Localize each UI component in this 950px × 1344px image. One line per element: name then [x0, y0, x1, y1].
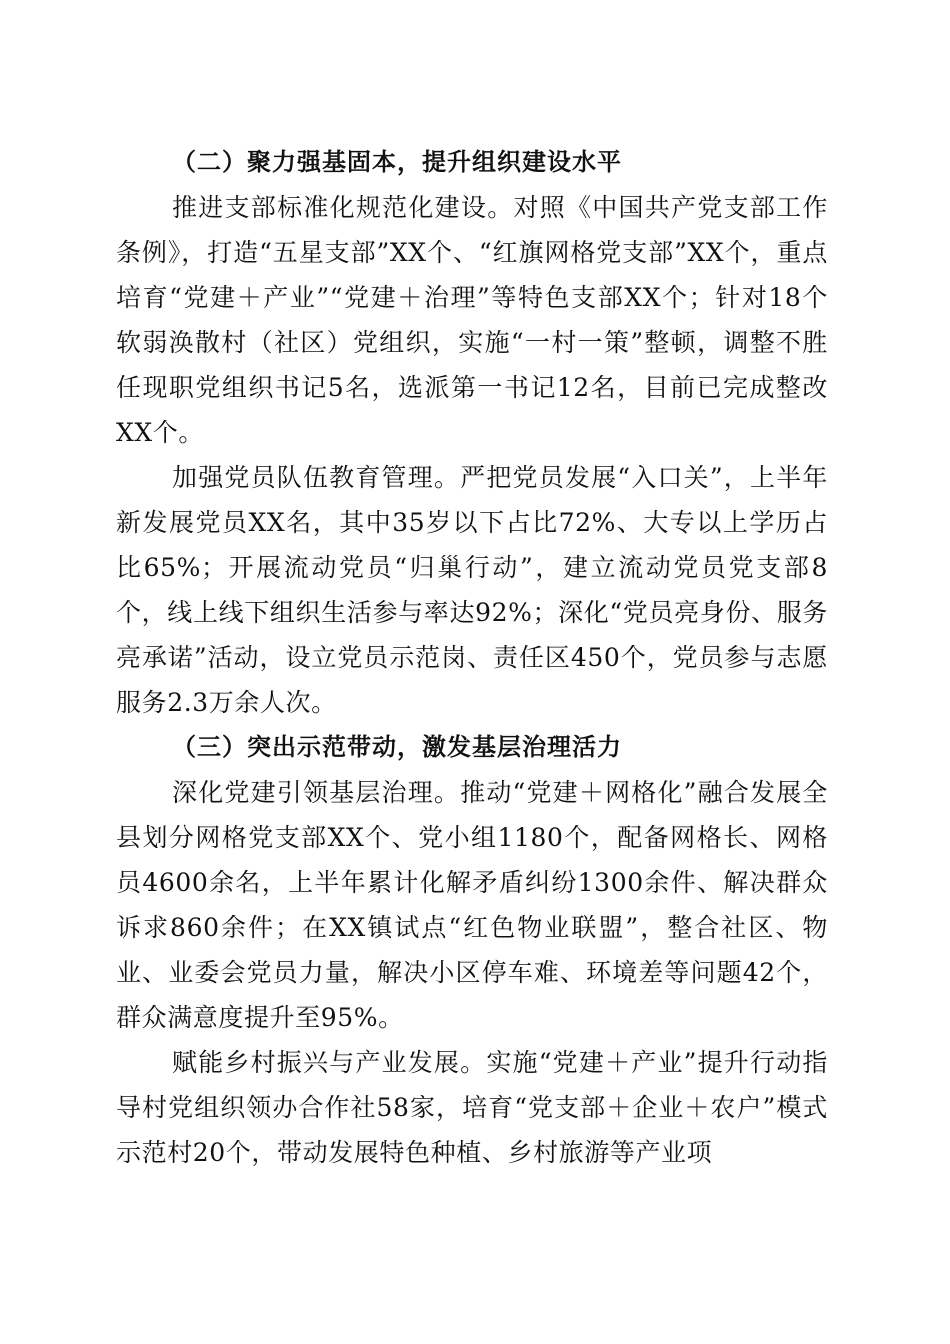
paragraph-rural-revitalization: 赋能乡村振兴与产业发展。实施“党建＋产业”提升行动指导村党组织领办合作社58家，培育“党支部＋企业＋农户”模式示范村20个，带动发展特色种植、乡村旅游等产业项: [116, 1048, 828, 1167]
paragraph-grassroots-governance: 深化党建引领基层治理。推动“党建＋网格化”融合发展全县划分网格党支部XX个、党小组1180个，配备网格长、网格员4600余名，上半年累计化解矛盾纠纷1300余件、解决群众诉求860余件；在XX镇试点“红色物业联盟”，整合社区、物业、业委会党员力量，解决小区停车难、环境差等问题42个，群众满意度提升至95%。: [116, 778, 828, 1032]
section-heading-2: （二）聚力强基固本，提升组织建设水平: [172, 148, 622, 176]
paragraph-standardization: 推进支部标准化规范化建设。对照《中国共产党支部工作条例》，打造“五星支部”XX个、“红旗网格党支部”XX个，重点培育“党建＋产业”“党建＋治理”等特色支部XX个；针对18个软弱涣散村（社区）党组织，实施“一村一策”整顿，调整不胜任现职党组织书记5名，选派第一书记12名，目前已完成整改XX个。: [116, 193, 828, 447]
document-body: [116, 140, 828, 1175]
paragraph-party-member-management: 加强党员队伍教育管理。严把党员发展“入口关”，上半年新发展党员XX名，其中35岁以下占比72%、大专以上学历占比65%；开展流动党员“归巢行动”，建立流动党员党支部8个，线上线下组织生活参与率达92%；深化“党员亮身份、服务亮承诺”活动，设立党员示范岗、责任区450个，党员参与志愿服务2.3万余人次。: [116, 463, 828, 717]
section-heading-3: （三）突出示范带动，激发基层治理活力: [172, 733, 622, 761]
